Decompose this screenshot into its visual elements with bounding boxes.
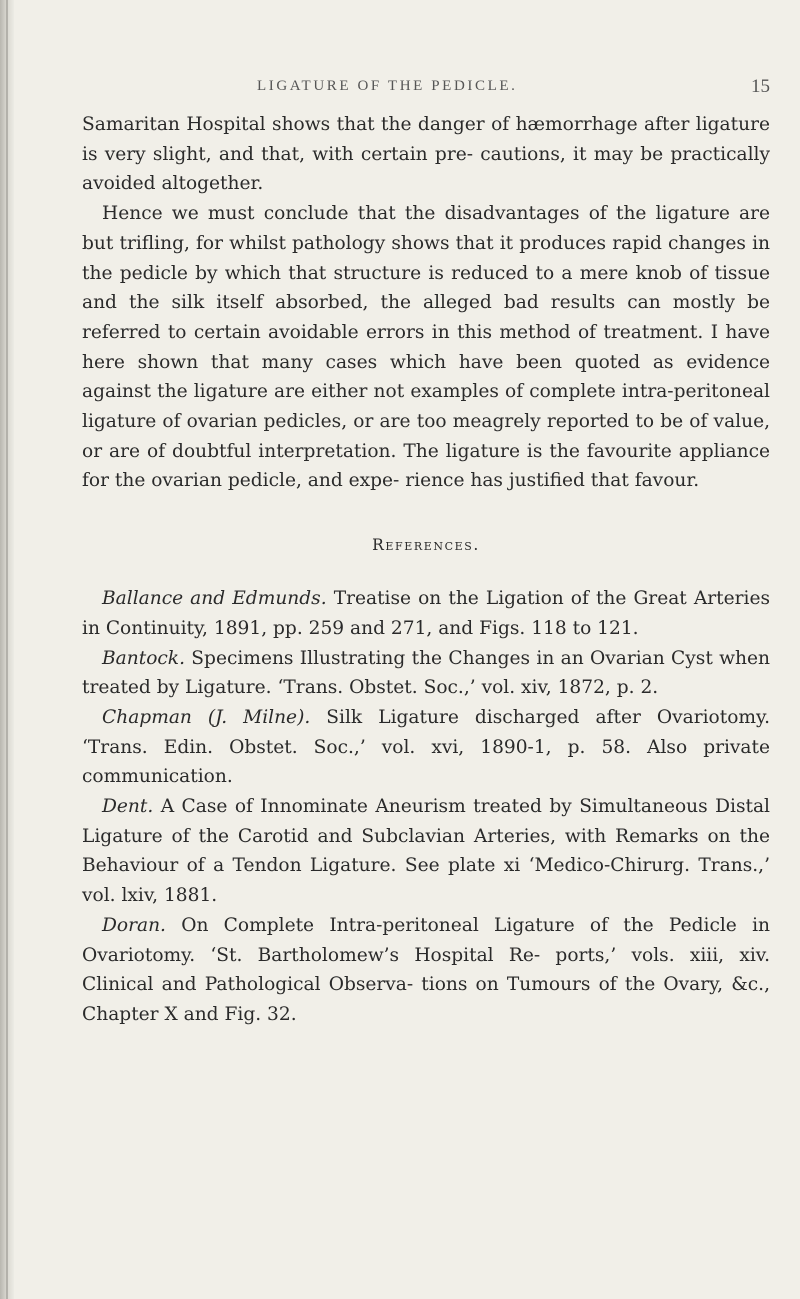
reference-text: Silk Ligature discharged after Ovariotomy. ‘Trans. Edin. Obstet. Soc.,’ vol. xvi, 1890-1, p. 58. Also private communication. [82,706,770,788]
reference-author: Dent. [102,796,154,818]
book-page [82,78,770,1030]
body-text [82,110,770,496]
page-number: 15 [751,76,770,97]
reference-author: Ballance and Edmunds. [102,588,327,610]
reference-text: On Complete Intra-peritoneal Ligature of the Pedicle in Ovariotomy. ‘St. Bartholomew’s Hospital Re- ports,’ vols. xiii, xiv. Clinical and Pathological Observa- tions on Tumours of the Ovary, &c., Chapter X and Fig. 32. [82,914,770,1025]
page-binding-edge [6,0,8,1299]
reference-item [82,792,770,911]
paragraph: Hence we must conclude that the disadvantages of the ligature are but trifling, for whilst pathology shows that it produces rapid changes in the pedicle by which that structure is reduced to a mere knob of tissue and the silk itself absorbed, the alleged bad results can mostly be referred to certain avoidable errors in this method of treatment. I have here shown that many cases which have been quoted as evidence against the ligature are either not examples of complete intra-peritoneal ligature of ovarian pedicles, or are too meagrely reported to be of value, or are of doubtful interpretation. The ligature is the favourite appliance for the ovarian pedicle, and expe- rience has justified that favour. [82,203,770,492]
reference-text: A Case of Innominate Aneurism treated by Simultaneous Distal Ligature of the Carotid and Subclavian Arteries, with Remarks on the Behaviour of a Tendon Ligature. See plate xi ‘Medico-Chirurg. Trans.,’ vol. lxiv, 1881. [82,796,770,907]
reference-item [82,584,770,643]
reference-item [82,911,770,1030]
reference-item [82,644,770,703]
reference-author: Doran. [102,914,166,936]
running-head [82,78,770,106]
reference-author: Chapman (J. Milne). [102,706,311,728]
references-list [82,584,770,1030]
running-head-title: LIGATURE OF THE PEDICLE. [257,78,518,94]
reference-item [82,703,770,792]
reference-text: Treatise on the Ligation of the Great Arteries in Continuity, 1891, pp. 259 and 271, and Figs. 118 to 121. [82,588,770,639]
reference-text: Specimens Illustrating the Changes in an Ovarian Cyst when treated by Ligature. ‘Trans. Obstet. Soc.,’ vol. xiv, 1872, p. 2. [82,647,770,699]
references-heading: References. [372,536,480,555]
paragraph: Samaritan Hospital shows that the danger of hæmorrhage after ligature is very slight, and that, with certain pre- cautions, it may be practically avoided altogether. [82,114,770,195]
reference-author: Bantock. [102,647,185,669]
